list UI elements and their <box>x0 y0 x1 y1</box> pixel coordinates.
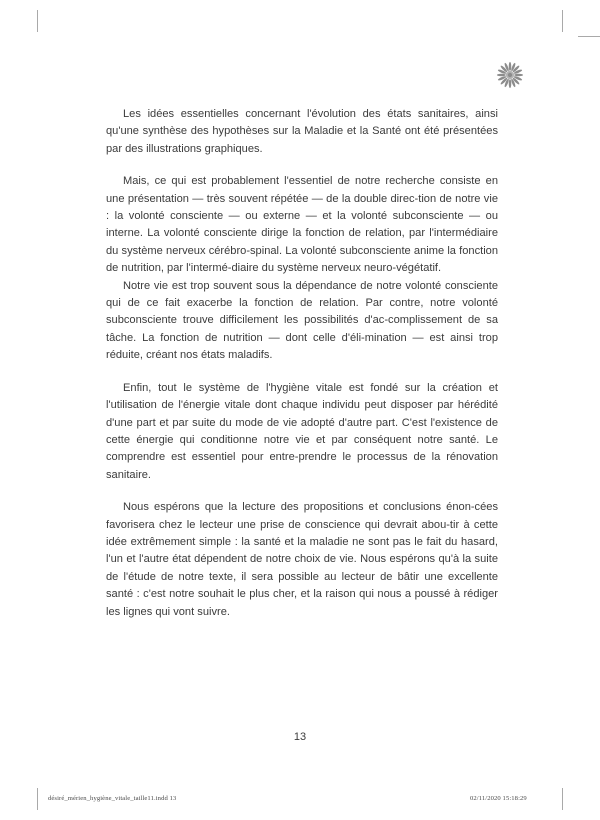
paragraph: Enfin, tout le système de l'hygiène vitale est fondé sur la création et l'utilisation de l'énergie vitale dont chaque individu peut disposer par hérédité d'une part et par suite du mode de vie adopté d'autre part. C'est l'existence de cette énergie qui conditionne notre vie et par conséquent notre santé. Le comprendre est essentiel pour entre-prendre le processus de la rénovation sanitaire. <box>106 381 498 481</box>
page-number: 13 <box>293 731 307 743</box>
crop-mark-right-edge <box>578 36 600 37</box>
footer-file-name-text: désiré_mérien_hygiène_vitale_taille11.indd <box>48 795 168 802</box>
crop-mark-bottom-right <box>562 788 563 810</box>
body-text-column <box>106 106 498 621</box>
crop-mark-top-left <box>37 10 38 32</box>
footer-date: 02/11/2020 <box>470 795 501 802</box>
footer-timestamp <box>470 795 527 802</box>
paragraph: Notre vie est trop souvent sous la dépendance de notre volonté consciente qui de ce fait exacerbe la fonction de relation. Par contre, notre volonté subconsciente trouve difficilement les possibilités d'ac-complissement de sa tâche. La fonction de nutrition — dont celle d'éli-mination — est ainsi trop réduite, créant nos états maladifs. <box>106 279 498 362</box>
footer-file-name <box>48 795 176 802</box>
footer-sheet-number: 13 <box>169 795 177 802</box>
paragraph: Mais, ce qui est probablement l'essentiel de notre recherche consiste en une présentation — très souvent répétée — de la double direc-tion de notre vie : la volonté consciente — ou externe — et la volonté subconsciente — ou interne. La volonté consciente dirige la fonction de relation, par l'intermédiaire du système nerveux cérébro-spinal. La volonté subconsciente anime la fonction de nutrition, par l'intermé-diaire du système nerveux neuro-végétatif. <box>106 175 498 275</box>
sunburst-ornament-icon <box>496 61 524 89</box>
paragraph: Nous espérons que la lecture des propositions et conclusions énon-cées favorisera chez le lecteur une prise de conscience qui devrait abou-tir à cette idée extrêmement simple : la santé et la maladie ne sont pas le fait du hasard, l'un et l'autre état dépendent de notre choix de vie. Nous espérons qu'à la suite de l'étude de notre texte, il sera possible au lecteur de bâtir une excellente santé : c'est notre souhait le plus cher, et la raison qui nous a poussé à rédiger les lignes qui vont suivre. <box>106 501 498 618</box>
crop-mark-bottom-left <box>37 788 38 810</box>
paragraph: Les idées essentielles concernant l'évolution des états sanitaires, ainsi qu'une synthèse des hypothèses sur la Maladie et la Santé ont été présentées par des illustrations graphiques. <box>106 108 498 155</box>
crop-mark-top-right <box>562 10 563 32</box>
footer-time: 15:18:29 <box>502 795 527 802</box>
